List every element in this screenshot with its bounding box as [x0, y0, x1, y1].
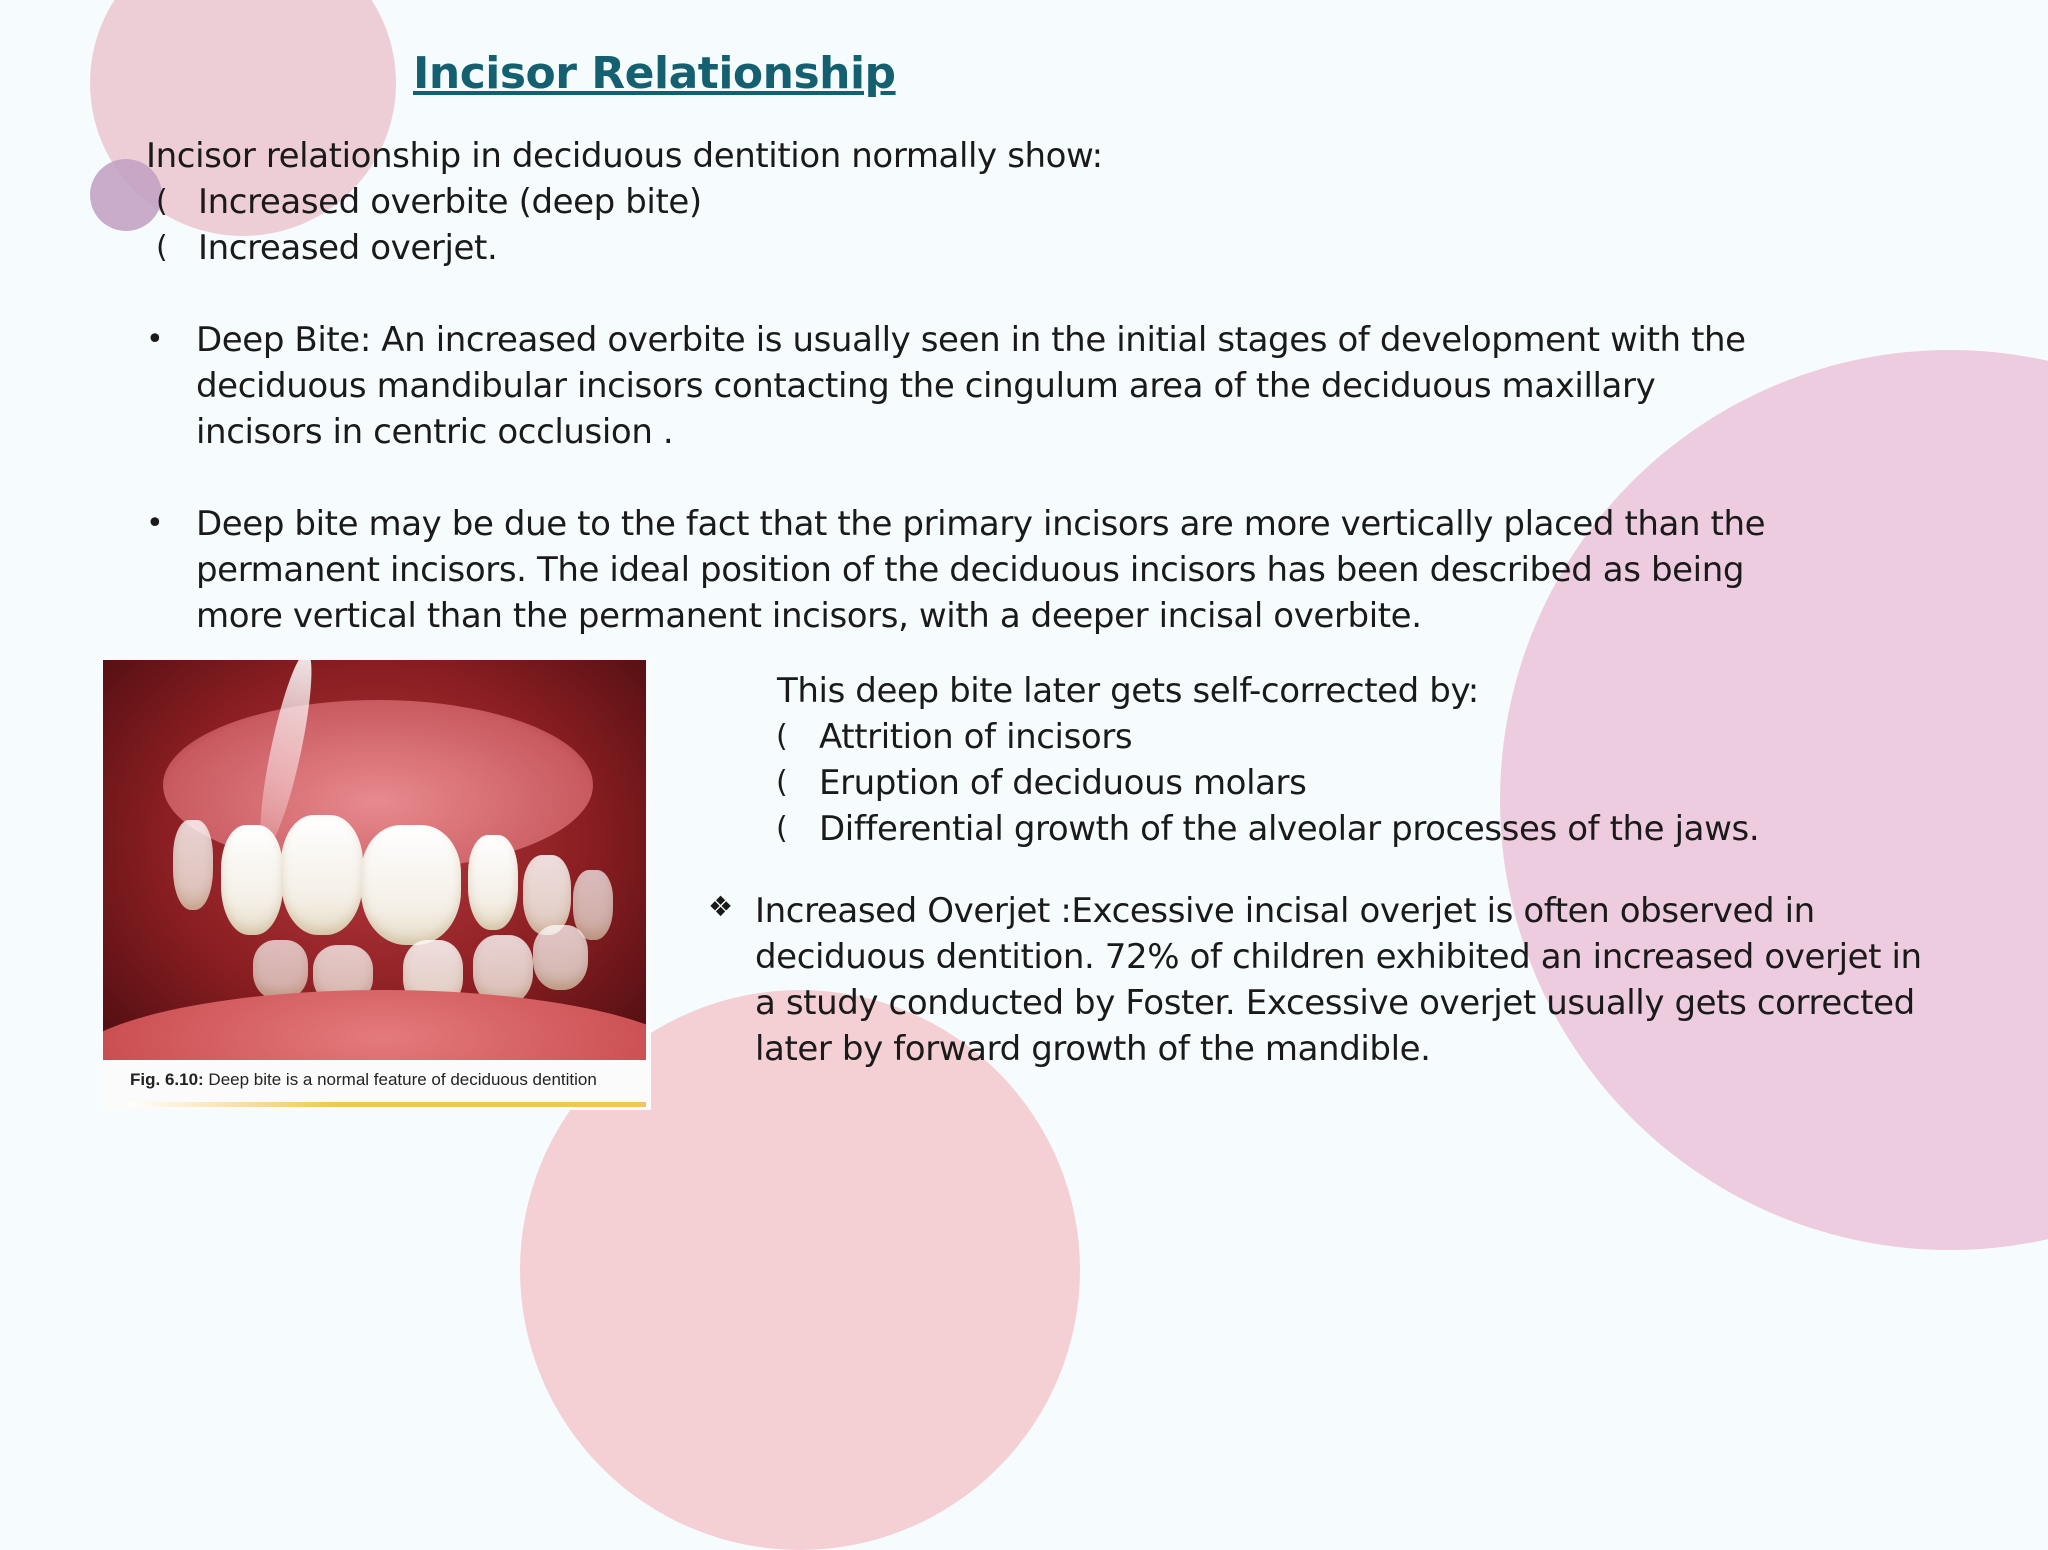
list-marker: (: [156, 184, 168, 219]
intro-item: Increased overjet.: [198, 228, 498, 268]
figure-caption: [130, 1070, 597, 1090]
correction-item: Attrition of incisors: [819, 717, 1133, 757]
overjet-line: deciduous dentition. 72% of children exhibited an increased overjet in: [755, 937, 1922, 977]
caption-underline-bar: [128, 1102, 646, 1107]
bullet-line: deciduous mandibular incisors contacting the cingulum area of the deciduous maxillary: [196, 366, 1656, 406]
bullet-line: permanent incisors. The ideal position of the deciduous incisors has been described as being: [196, 550, 1745, 590]
intro-item: Increased overbite (deep bite): [198, 182, 702, 222]
list-marker: (: [776, 765, 788, 800]
list-marker: (: [776, 719, 788, 754]
list-marker: (: [156, 230, 168, 265]
bullet-dot: •: [146, 506, 164, 541]
slide-title: Incisor Relationship: [413, 48, 896, 99]
deep-bite-figure: [103, 660, 651, 1110]
figure-caption-label: Fig. 6.10:: [130, 1070, 204, 1089]
bullet-dot: •: [146, 322, 164, 357]
overjet-line: Increased Overjet :Excessive incisal overjet is often observed in: [755, 891, 1815, 931]
diamond-bullet-icon: ❖: [708, 890, 734, 923]
overjet-line: a study conducted by Foster. Excessive overjet usually gets corrected: [755, 983, 1915, 1023]
intro-text: Incisor relationship in deciduous dentition normally show:: [146, 136, 1103, 176]
list-marker: (: [776, 811, 788, 846]
figure-caption-text: Deep bite is a normal feature of deciduous dentition: [208, 1070, 597, 1089]
correction-heading: This deep bite later gets self-corrected by:: [777, 671, 1479, 711]
correction-item: Eruption of deciduous molars: [819, 763, 1307, 803]
correction-item: Differential growth of the alveolar processes of the jaws.: [819, 809, 1760, 849]
decorative-circle-right: [1500, 350, 2048, 1250]
bullet-line: Deep bite may be due to the fact that the primary incisors are more vertically placed than the: [196, 504, 1766, 544]
bullet-line: incisors in centric occlusion .: [196, 412, 674, 452]
overjet-line: later by forward growth of the mandible.: [755, 1029, 1431, 1069]
bullet-line: more vertical than the permanent incisors, with a deeper incisal overbite.: [196, 596, 1422, 636]
teeth-photo: [103, 660, 646, 1060]
bullet-line: Deep Bite: An increased overbite is usually seen in the initial stages of development with the: [196, 320, 1746, 360]
